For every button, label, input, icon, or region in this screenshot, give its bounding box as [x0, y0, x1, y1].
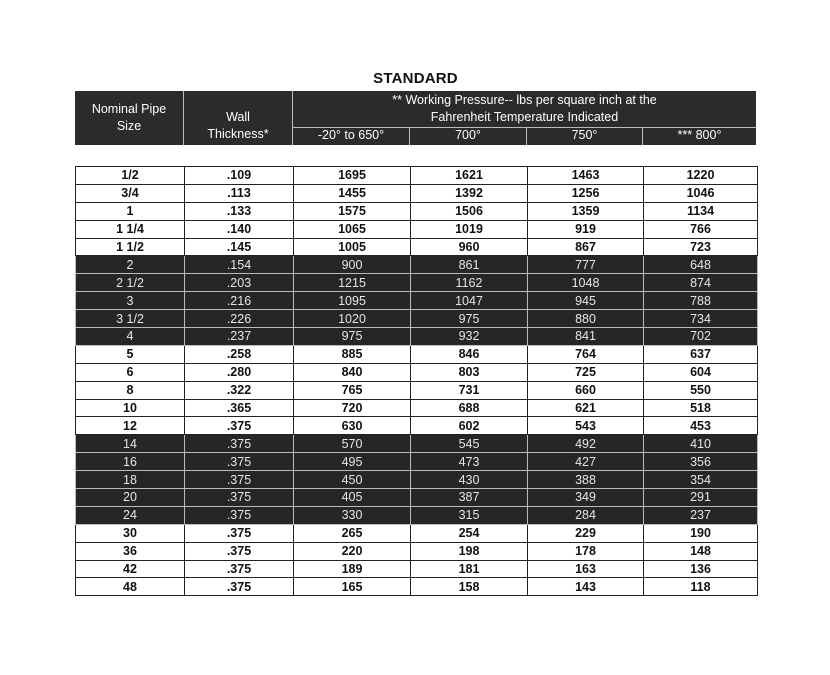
pressure-800-cell: 1220 [644, 167, 758, 185]
table-row [76, 238, 758, 256]
pipe-size-cell: 1 1/4 [76, 220, 185, 238]
pressure-650-cell: 405 [294, 489, 411, 507]
pressure-650-cell: 975 [294, 328, 411, 346]
table-row [76, 167, 758, 185]
pressure-650-cell: 165 [294, 578, 411, 596]
pressure-750-cell: 1048 [528, 274, 644, 292]
table-row [76, 399, 758, 417]
pipe-size-cell: 1 [76, 202, 185, 220]
pressure-800-cell: 1134 [644, 202, 758, 220]
pressure-700-cell: 1621 [411, 167, 528, 185]
pressure-700-cell: 602 [411, 417, 528, 435]
pressure-700-cell: 181 [411, 560, 528, 578]
pressure-700-cell: 1047 [411, 292, 528, 310]
pressure-750-cell: 492 [528, 435, 644, 453]
pipe-size-cell: 1 1/2 [76, 238, 185, 256]
header-wall-line1: Wall [226, 110, 250, 124]
pressure-800-cell: 723 [644, 238, 758, 256]
header-nominal-size [75, 101, 183, 135]
header-wall-thickness [184, 109, 292, 143]
pressure-700-cell: 688 [411, 399, 528, 417]
table-row [76, 578, 758, 596]
table-row [76, 202, 758, 220]
header-nominal-line1: Nominal Pipe [91, 102, 167, 116]
pressure-750-cell: 867 [528, 238, 644, 256]
wall-thickness-cell: .322 [185, 381, 294, 399]
pressure-800-cell: 237 [644, 506, 758, 524]
header-temp-750: 750° [571, 128, 598, 142]
pipe-size-cell: 14 [76, 435, 185, 453]
table-title: STANDARD [373, 70, 458, 87]
wall-thickness-cell: .140 [185, 220, 294, 238]
pipe-size-cell: 12 [76, 417, 185, 435]
wall-thickness-cell: .226 [185, 310, 294, 328]
header-working-pressure [293, 92, 756, 126]
pressure-750-cell: 660 [528, 381, 644, 399]
wall-thickness-cell: .216 [185, 292, 294, 310]
pressure-650-cell: 1215 [294, 274, 411, 292]
wall-thickness-cell: .113 [185, 184, 294, 202]
pipe-size-cell: 24 [76, 506, 185, 524]
pressure-table-body [76, 167, 758, 596]
pressure-750-cell: 945 [528, 292, 644, 310]
pipe-size-cell: 10 [76, 399, 185, 417]
table-row [76, 453, 758, 471]
pressure-700-cell: 1506 [411, 202, 528, 220]
pressure-750-cell: 764 [528, 345, 644, 363]
table-row [76, 220, 758, 238]
wall-thickness-cell: .133 [185, 202, 294, 220]
pressure-650-cell: 570 [294, 435, 411, 453]
pressure-700-cell: 1392 [411, 184, 528, 202]
pressure-750-cell: 163 [528, 560, 644, 578]
pressure-750-cell: 621 [528, 399, 644, 417]
pressure-650-cell: 495 [294, 453, 411, 471]
pressure-800-cell: 874 [644, 274, 758, 292]
wall-thickness-cell: .109 [185, 167, 294, 185]
pressure-750-cell: 388 [528, 471, 644, 489]
pressure-700-cell: 198 [411, 542, 528, 560]
table-row [76, 524, 758, 542]
pressure-700-cell: 1162 [411, 274, 528, 292]
pressure-750-cell: 1463 [528, 167, 644, 185]
pressure-650-cell: 885 [294, 345, 411, 363]
pipe-size-cell: 42 [76, 560, 185, 578]
pressure-800-cell: 518 [644, 399, 758, 417]
wall-thickness-cell: .375 [185, 506, 294, 524]
pipe-size-cell: 6 [76, 363, 185, 381]
pipe-size-cell: 18 [76, 471, 185, 489]
table-row [76, 328, 758, 346]
pressure-650-cell: 1455 [294, 184, 411, 202]
pipe-size-cell: 5 [76, 345, 185, 363]
pressure-750-cell: 284 [528, 506, 644, 524]
pressure-650-cell: 450 [294, 471, 411, 489]
pressure-750-cell: 427 [528, 453, 644, 471]
pressure-700-cell: 960 [411, 238, 528, 256]
pressure-700-cell: 861 [411, 256, 528, 274]
pressure-800-cell: 550 [644, 381, 758, 399]
header-temp-650: -20° to 650° [317, 128, 385, 142]
table-row [76, 471, 758, 489]
wall-thickness-cell: .203 [185, 274, 294, 292]
pressure-650-cell: 1575 [294, 202, 411, 220]
table-row [76, 506, 758, 524]
pipe-size-cell: 30 [76, 524, 185, 542]
pressure-650-cell: 1020 [294, 310, 411, 328]
pipe-size-cell: 48 [76, 578, 185, 596]
pipe-size-cell: 8 [76, 381, 185, 399]
pressure-700-cell: 158 [411, 578, 528, 596]
table-row [76, 292, 758, 310]
pressure-650-cell: 630 [294, 417, 411, 435]
pressure-700-cell: 254 [411, 524, 528, 542]
pressure-800-cell: 356 [644, 453, 758, 471]
wall-thickness-cell: .375 [185, 435, 294, 453]
pressure-800-cell: 1046 [644, 184, 758, 202]
pressure-750-cell: 143 [528, 578, 644, 596]
pressure-750-cell: 349 [528, 489, 644, 507]
wall-thickness-cell: .365 [185, 399, 294, 417]
wall-thickness-cell: .280 [185, 363, 294, 381]
pressure-650-cell: 720 [294, 399, 411, 417]
header-pressure-line2: Fahrenheit Temperature Indicated [430, 110, 619, 124]
pressure-650-cell: 840 [294, 363, 411, 381]
header-nominal-line2: Size [116, 119, 142, 133]
wall-thickness-cell: .154 [185, 256, 294, 274]
pressure-700-cell: 430 [411, 471, 528, 489]
pressure-750-cell: 777 [528, 256, 644, 274]
wall-thickness-cell: .375 [185, 453, 294, 471]
table-row [76, 417, 758, 435]
pressure-700-cell: 545 [411, 435, 528, 453]
pressure-800-cell: 766 [644, 220, 758, 238]
pipe-size-cell: 2 [76, 256, 185, 274]
pressure-650-cell: 1005 [294, 238, 411, 256]
pressure-700-cell: 731 [411, 381, 528, 399]
table-row [76, 184, 758, 202]
wall-thickness-cell: .375 [185, 489, 294, 507]
pressure-700-cell: 387 [411, 489, 528, 507]
pressure-750-cell: 880 [528, 310, 644, 328]
pipe-size-cell: 3 1/2 [76, 310, 185, 328]
table-row [76, 256, 758, 274]
pipe-size-cell: 20 [76, 489, 185, 507]
pressure-650-cell: 1065 [294, 220, 411, 238]
header-wall-line2: Thickness* [207, 127, 269, 141]
pressure-table [75, 166, 758, 596]
table-row [76, 542, 758, 560]
pressure-800-cell: 453 [644, 417, 758, 435]
pressure-700-cell: 803 [411, 363, 528, 381]
pressure-700-cell: 932 [411, 328, 528, 346]
wall-thickness-cell: .237 [185, 328, 294, 346]
pressure-800-cell: 604 [644, 363, 758, 381]
pressure-800-cell: 118 [644, 578, 758, 596]
pipe-size-cell: 3/4 [76, 184, 185, 202]
pressure-700-cell: 846 [411, 345, 528, 363]
pressure-800-cell: 354 [644, 471, 758, 489]
pressure-750-cell: 1256 [528, 184, 644, 202]
table-header [75, 91, 756, 145]
wall-thickness-cell: .375 [185, 524, 294, 542]
pressure-750-cell: 178 [528, 542, 644, 560]
wall-thickness-cell: .375 [185, 471, 294, 489]
header-temp-700: 700° [455, 128, 481, 142]
pressure-650-cell: 265 [294, 524, 411, 542]
pressure-800-cell: 410 [644, 435, 758, 453]
pressure-700-cell: 1019 [411, 220, 528, 238]
pipe-size-cell: 1/2 [76, 167, 185, 185]
header-temp-800: *** 800° [677, 128, 722, 142]
pressure-650-cell: 900 [294, 256, 411, 274]
pipe-size-cell: 16 [76, 453, 185, 471]
pressure-650-cell: 189 [294, 560, 411, 578]
pressure-750-cell: 229 [528, 524, 644, 542]
pressure-750-cell: 841 [528, 328, 644, 346]
table-row [76, 560, 758, 578]
pressure-750-cell: 543 [528, 417, 644, 435]
table-row [76, 274, 758, 292]
pipe-size-cell: 4 [76, 328, 185, 346]
wall-thickness-cell: .375 [185, 578, 294, 596]
wall-thickness-cell: .375 [185, 560, 294, 578]
pressure-750-cell: 1359 [528, 202, 644, 220]
pressure-800-cell: 148 [644, 542, 758, 560]
table-row [76, 363, 758, 381]
pipe-size-cell: 3 [76, 292, 185, 310]
wall-thickness-cell: .258 [185, 345, 294, 363]
table-row [76, 345, 758, 363]
pressure-800-cell: 648 [644, 256, 758, 274]
pressure-800-cell: 788 [644, 292, 758, 310]
wall-thickness-cell: .375 [185, 417, 294, 435]
pressure-800-cell: 136 [644, 560, 758, 578]
pressure-650-cell: 1095 [294, 292, 411, 310]
table-row [76, 310, 758, 328]
wall-thickness-cell: .375 [185, 542, 294, 560]
pressure-800-cell: 702 [644, 328, 758, 346]
wall-thickness-cell: .145 [185, 238, 294, 256]
pressure-750-cell: 725 [528, 363, 644, 381]
pressure-700-cell: 975 [411, 310, 528, 328]
pressure-800-cell: 291 [644, 489, 758, 507]
pressure-700-cell: 315 [411, 506, 528, 524]
table-row [76, 381, 758, 399]
table-row [76, 489, 758, 507]
pipe-size-cell: 36 [76, 542, 185, 560]
header-pressure-line1: ** Working Pressure-- lbs per square inch at the [392, 93, 657, 107]
pressure-650-cell: 220 [294, 542, 411, 560]
pressure-750-cell: 919 [528, 220, 644, 238]
pressure-650-cell: 765 [294, 381, 411, 399]
pressure-650-cell: 1695 [294, 167, 411, 185]
pressure-800-cell: 637 [644, 345, 758, 363]
pressure-800-cell: 734 [644, 310, 758, 328]
table-row [76, 435, 758, 453]
pressure-650-cell: 330 [294, 506, 411, 524]
pressure-700-cell: 473 [411, 453, 528, 471]
pipe-size-cell: 2 1/2 [76, 274, 185, 292]
pressure-800-cell: 190 [644, 524, 758, 542]
